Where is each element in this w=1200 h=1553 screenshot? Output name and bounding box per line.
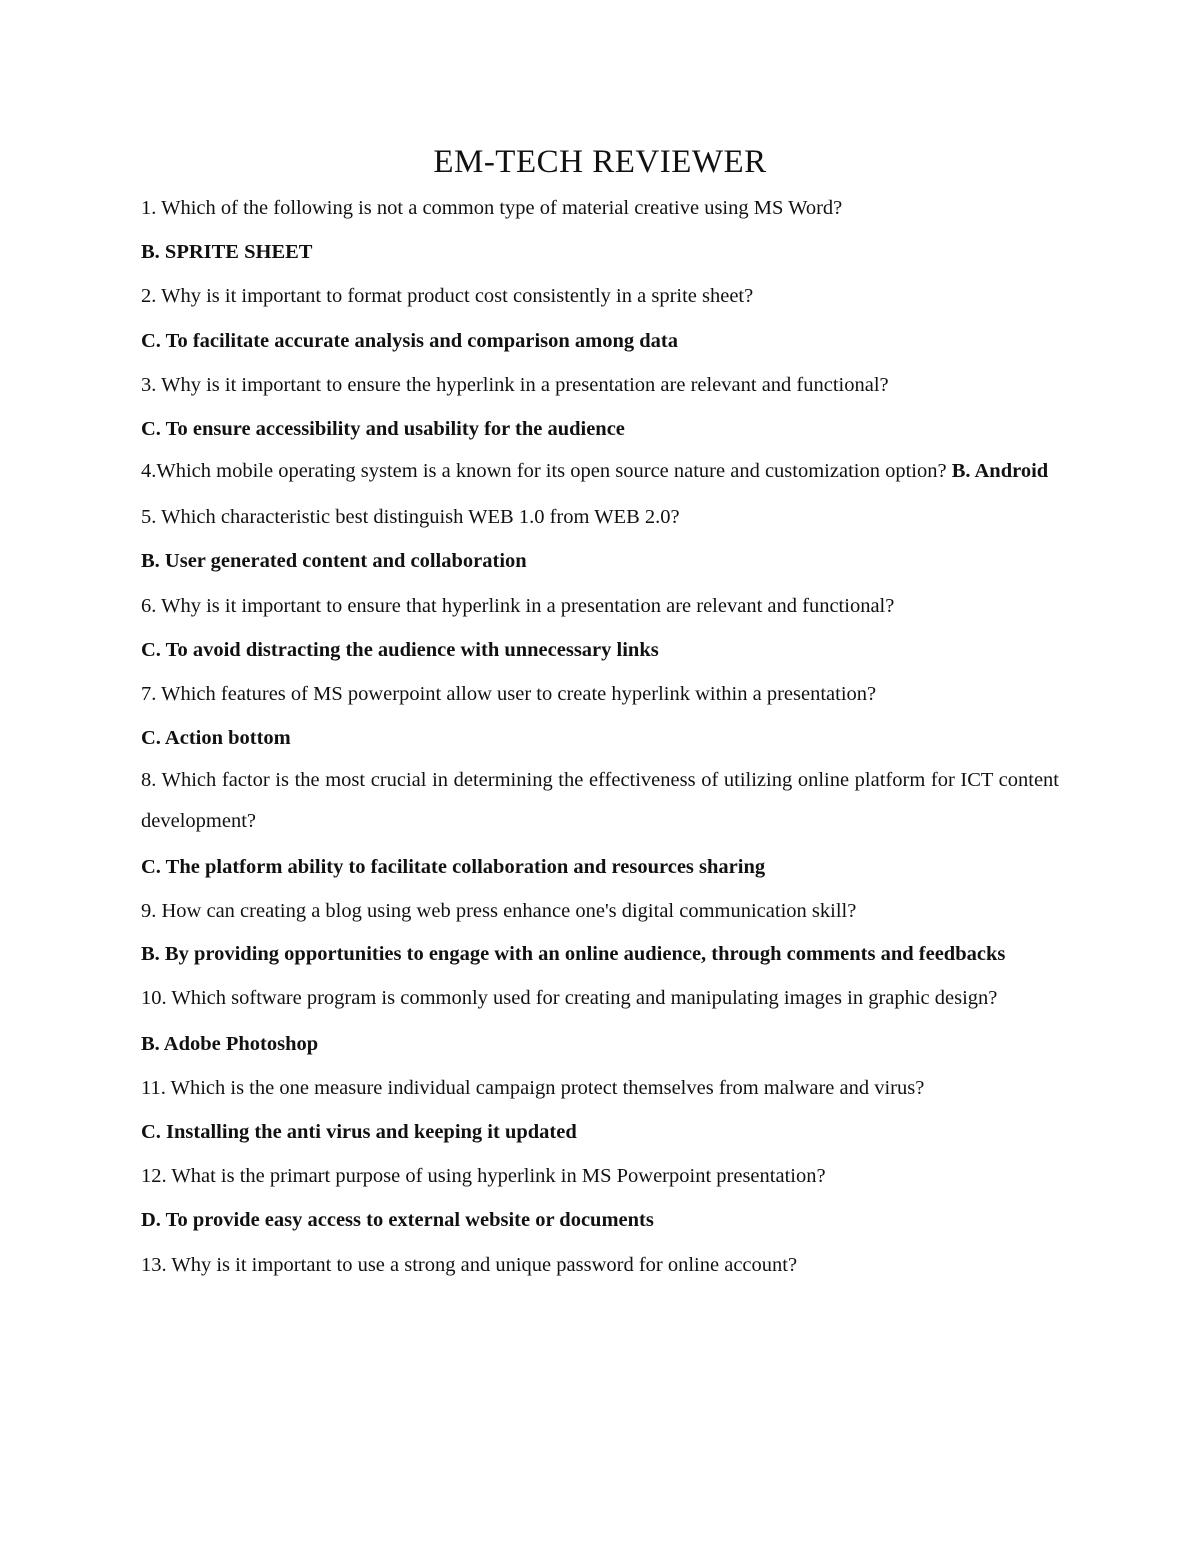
answer-12: D. To provide easy access to external website or documents	[141, 1209, 654, 1232]
question-4: 4.Which mobile operating system is a known for its open source nature and customization option?	[141, 460, 947, 483]
question-5: 5. Which characteristic best distinguish WEB 1.0 from WEB 2.0?	[141, 506, 680, 529]
answer-10: B. Adobe Photoshop	[141, 1032, 319, 1055]
question-3: 3. Why is it important to ensure the hyperlink in a presentation are relevant and functional?	[141, 373, 889, 396]
document-body	[141, 186, 1059, 1287]
question-11: 11. Which is the one measure individual campaign protect themselves from malware and virus?	[141, 1076, 925, 1099]
answer-9: B. By providing opportunities to engage with an online audience, through comments and feedbacks	[141, 942, 1006, 965]
question-10: 10. Which software program is commonly used for creating and manipulating images in graphic design?	[141, 986, 998, 1009]
question-7: 7. Which features of MS powerpoint allow user to create hyperlink within a presentation?	[141, 682, 877, 705]
answer-11: C. Installing the anti virus and keeping it updated	[141, 1121, 577, 1143]
question-2: 2. Why is it important to format product cost consistently in a sprite sheet?	[141, 285, 754, 308]
answer-5: B. User generated content and collaboration	[141, 550, 527, 573]
answer-8: C. The platform ability to facilitate collaboration and resources sharing	[141, 856, 766, 879]
question-1: 1. Which of the following is not a common type of material creative using MS Word?	[141, 197, 843, 219]
document-title: EM-TECH REVIEWER	[433, 144, 767, 180]
question-6: 6. Why is it important to ensure that hyperlink in a presentation are relevant and functional?	[141, 594, 895, 617]
question-13: 13. Why is it important to use a strong and unique password for online account?	[141, 1253, 798, 1276]
answer-2: C. To facilitate accurate analysis and comparison among data	[141, 329, 678, 352]
question-9: 9. How can creating a blog using web press enhance one's digital communication skill?	[141, 900, 857, 923]
answer-7: C. Action bottom	[141, 727, 291, 750]
answer-4: B. Android	[951, 460, 1049, 483]
question-8: 8. Which factor is the most crucial in determining the effectiveness of utilizing online platform for ICT content development?	[141, 769, 1059, 833]
question-4-block	[141, 451, 1059, 492]
answer-1: B. SPRITE SHEET	[141, 241, 313, 264]
answer-3: C. To ensure accessibility and usability for the audience	[141, 417, 625, 440]
question-12: 12. What is the primart purpose of using hyperlink in MS Powerpoint presentation?	[141, 1165, 826, 1188]
answer-6: C. To avoid distracting the audience with unnecessary links	[141, 638, 659, 661]
